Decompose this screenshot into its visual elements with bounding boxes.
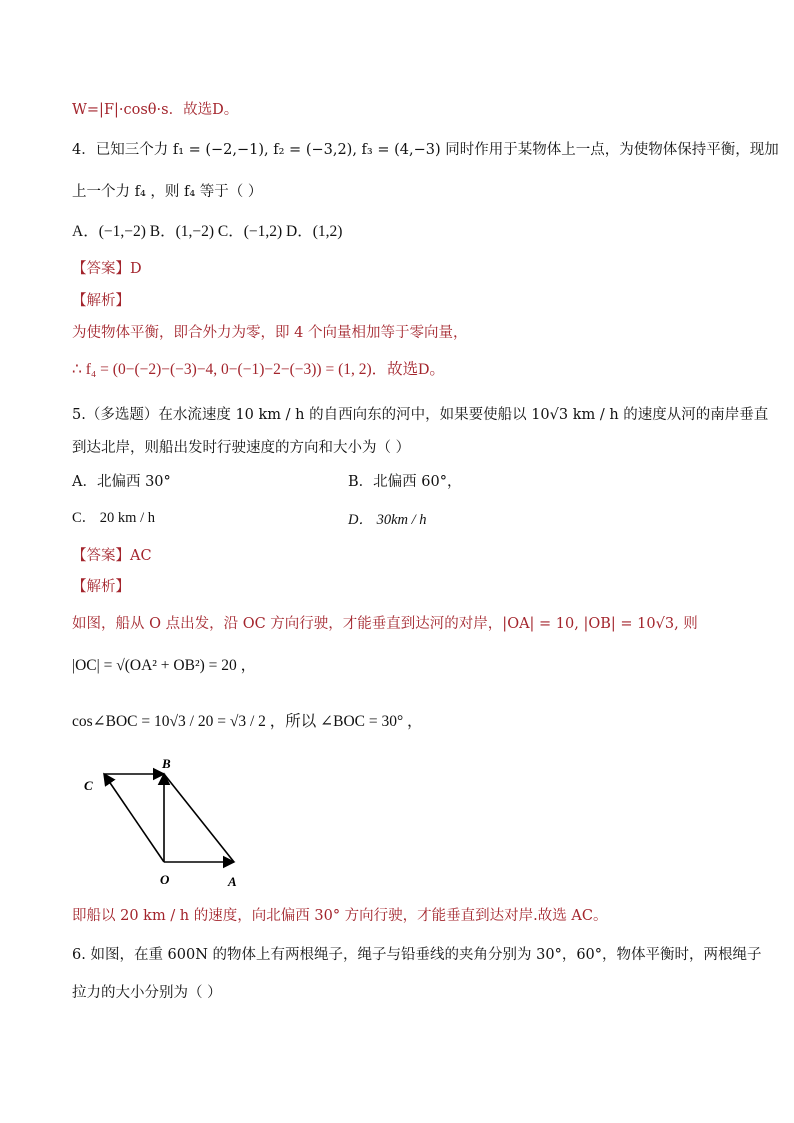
q5-option-b: B．北偏西 60°， — [348, 474, 462, 490]
q5-option-d: D． 30km / h — [348, 512, 427, 528]
q4-analysis-formula: ∴ f₄ = (0−(−2)−(−3)−4, 0−(−1)−2−(−3)) = (1, 2)．故选D。 — [72, 361, 445, 378]
q4-analysis-title: 【解析】 — [72, 293, 130, 309]
q5-analysis-title: 【解析】 — [72, 579, 130, 595]
q5-analysis-oc: |OC| = √(OA² + OB²) = 20 ， — [72, 657, 257, 674]
label-a: A — [228, 874, 237, 889]
q4-stem-line2: 上一个力 f₄ ，则 f₄ 等于（ ） — [72, 184, 263, 200]
q6-stem-line1: 6. 如图，在重 600N 的物体上有两根绳子，绳子与铅垂线的夹角分别为 30°，60°，物体平衡时，两根绳子 — [72, 947, 762, 963]
segment-oc — [104, 774, 164, 862]
q4-stem-line1: 4．已知三个力 f₁ = (−2,−1), f₂ = (−3,2), f₃ = (4,−3) 同时作用于某物体上一点，为使物体保持平衡，现加 — [72, 142, 779, 158]
q5-analysis-text: 如图，船从 O 点出发，沿 OC 方向行驶，才能垂直到达河的对岸，|OA| = 10, |OB| = 10√3, 则 — [72, 616, 698, 632]
segment-ba — [164, 774, 234, 862]
label-b: B — [162, 756, 171, 771]
velocity-parallelogram-figure — [78, 752, 258, 892]
q5-answer: 【答案】AC — [72, 548, 152, 564]
prev-solution-tail: W=|F|·cosθ·s．故选D。 — [72, 102, 239, 118]
label-o: O — [160, 872, 170, 887]
label-c: C — [84, 778, 93, 793]
q5-stem-line2: 到达北岸，则船出发时行驶速度的方向和大小为（ ） — [72, 440, 411, 456]
q5-option-c: C． 20 km / h — [72, 510, 155, 526]
q5-analysis-cos: cos∠BOC = 10√3 / 20 = √3 / 2 ，所以 ∠BOC = 30° ， — [72, 713, 423, 730]
q6-stem-line2: 拉力的大小分别为（ ） — [72, 985, 222, 1001]
q4-answer: 【答案】D — [72, 261, 142, 277]
q4-analysis-text: 为使物体平衡，即合外力为零，即 4 个向量相加等于零向量， — [72, 325, 468, 341]
q5-stem-line1: 5.（多选题）在水流速度 10 km / h 的自西向东的河中，如果要使船以 10√3 km / h 的速度从河的南岸垂直 — [72, 407, 769, 423]
q5-conclusion: 即船以 20 km / h 的速度，向北偏西 30° 方向行驶，才能垂直到达对岸.故选 AC。 — [72, 908, 608, 924]
q5-option-a: A．北偏西 30° — [72, 474, 171, 490]
q4-options: A．(−1,−2) B．(1,−2) C．(−1,2) D．(1,2) — [72, 223, 343, 240]
